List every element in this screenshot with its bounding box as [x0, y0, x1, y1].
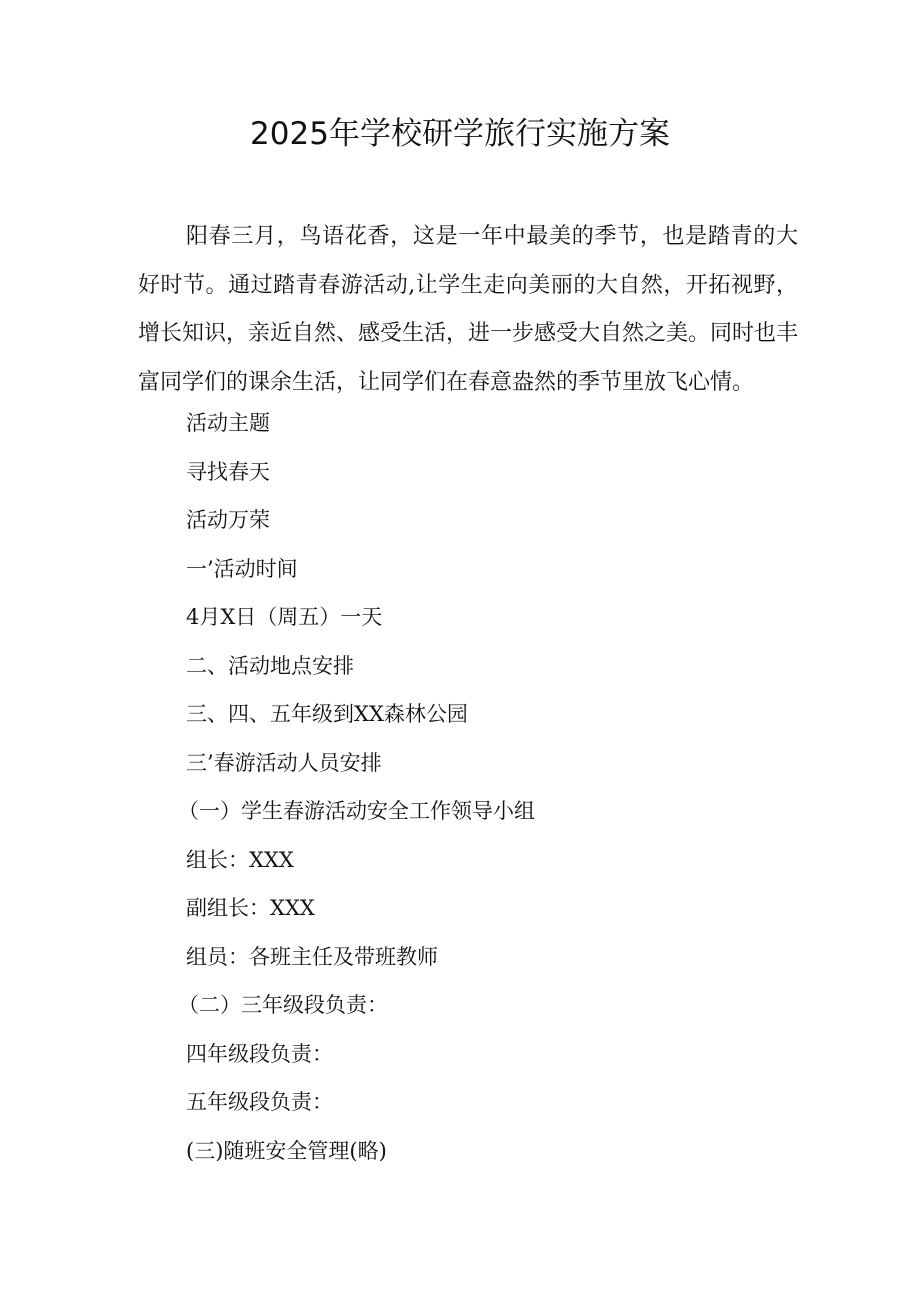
document-body: [178, 399, 806, 1175]
document-title: 2025年学校研学旅行实施方案: [250, 116, 670, 152]
activity-time-text: 4月X日（周五）一天: [186, 605, 383, 629]
subheading-grade3-responsible: （二）三年级段负责：: [178, 993, 388, 1017]
grade4-responsible-text: 四年级段负责：: [186, 1041, 333, 1066]
activity-location-text: 三、四、五年级到XX森林公园: [186, 702, 468, 726]
grade5-responsible-text: 五年级段负责：: [186, 1090, 333, 1114]
group-members-text: 组员：各班主任及带班教师: [186, 944, 438, 969]
heading-activity-content: 活动万荣: [186, 508, 270, 532]
heading-staff-arrangement: 三’春游活动人员安排: [186, 750, 382, 775]
subheading-safety-management: (三)随班安全管理(略): [186, 1138, 387, 1163]
subheading-leadership-group: （一）学生春游活动安全工作领导小组: [178, 799, 535, 823]
group-leader-text: 组长：XXX: [186, 847, 294, 872]
heading-activity-time: 一’活动时间: [186, 556, 298, 581]
theme-text: 寻找春天: [186, 459, 270, 484]
heading-activity-theme: 活动主题: [186, 411, 270, 435]
deputy-leader-text: 副组长：XXX: [186, 896, 315, 920]
intro-paragraph: 阳春三月，鸟语花香，这是一年中最美的季节，也是踏青的大好时节。通过踏青春游活动,让学生走向美丽的大自然，开拓视野，增长知识，亲近自然、感受生活，进一步感受大自然之美。同时也丰富同学们的课余生活，让同学们在春意盎然的季节里放飞心情。: [138, 224, 799, 395]
heading-activity-location: 二、活动地点安排: [186, 653, 354, 678]
